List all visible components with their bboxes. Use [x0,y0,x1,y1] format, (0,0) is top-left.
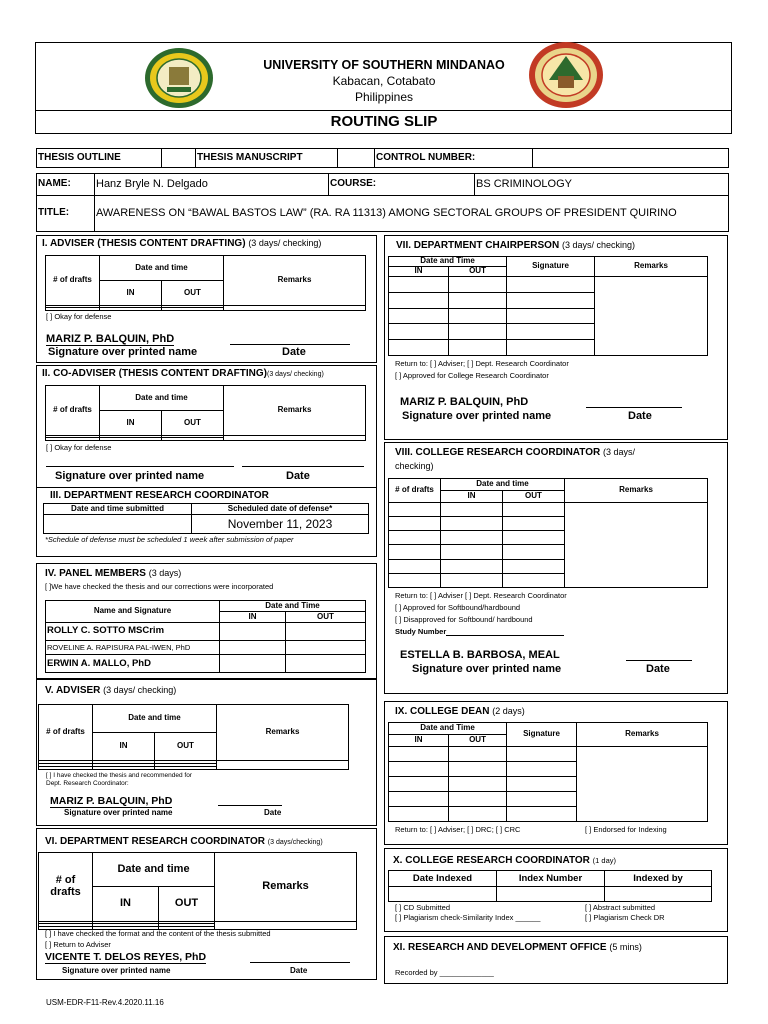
section-viii-sig-caption: Signature over printed name [412,663,562,675]
section-ii-okay[interactable]: [ ] Okay for defense [46,443,112,452]
scheduled-header: Scheduled date of defense* [192,504,369,515]
section-vi-sig-caption: Signature over printed name [62,966,171,975]
section-vi-date-line[interactable] [250,951,350,963]
indexed-by-header: Indexed by [605,871,712,887]
section-vii-date-line[interactable] [586,396,682,408]
panel-member-3[interactable]: ERWIN A. MALLO, PhD [46,655,220,673]
section-ii-date-caption: Date [286,470,310,482]
title-label: TITLE: [37,196,95,232]
control-number-field[interactable] [533,149,729,168]
section-viii-date-caption: Date [646,663,670,675]
section-x-table [388,870,712,902]
section-vii-return[interactable]: Return to: [ ] Adviser; [ ] Dept. Research Coordinator [395,359,569,368]
thesis-title[interactable]: AWARENESS ON “BAWAL BASTOS LAW” (RA. RA 11313) AMONG SECTORAL GROUPS OF PRESIDENT QUIRINO [95,196,729,232]
section-iv-title: IV. PANEL MEMBERS (3 days) [45,568,182,579]
university-city: Kabacan, Cotabato [332,74,436,88]
section-v-checked[interactable]: [ ] I have checked the thesis and recommended for Dept. Research Coordinator: [46,772,192,788]
section-viii-title: VIII. COLLEGE RESEARCH COORDINATOR (3 days/ [395,447,635,458]
section-v-date-caption: Date [264,808,282,817]
panel-member-2[interactable]: ROVELINE A. RAPISURA PAL-IWEN, PhD [46,640,220,654]
section-vi-date-caption: Date [290,966,308,975]
section-i-okay[interactable]: [ ] Okay for defense [46,312,112,321]
out-header: OUT [162,280,224,305]
student-name[interactable]: Hanz Bryle N. Delgado [95,174,329,196]
section-ii-date-line[interactable] [242,455,364,467]
section-i-date-caption: Date [282,346,306,358]
section-vii-table: Date and Time Signature Remarks IN OUT [388,256,708,356]
submitted-header: Date and time submitted [44,504,192,515]
section-viii-return[interactable]: Return to: [ ] Adviser [ ] Dept. Research Coordinator [395,591,567,600]
section-viii-table: # of drafts Date and time Remarks IN OUT [388,478,708,588]
thesis-outline-label: THESIS OUTLINE [37,149,162,168]
section-i-sig-caption: Signature over printed name [48,346,198,358]
section-vi-title: VI. DEPARTMENT RESEARCH COORDINATOR (3 days/checking) [45,836,323,847]
control-number-label: CONTROL NUMBER: [375,149,533,168]
section-v-signatory: MARIZ P. BALQUIN, PhD [50,795,173,807]
name-sig-header: Name and Signature [46,601,220,623]
section-i-table [45,255,366,311]
section-ii-title: II. CO-ADVISER (THESIS CONTENT DRAFTING)(3 days/ checking) [42,368,324,379]
name-label: NAME: [37,174,95,196]
section-i-title: I. ADVISER (THESIS CONTENT DRAFTING) (3 days/ checking) [42,238,322,249]
section-v-sig-caption: Signature over printed name [64,808,173,817]
section-viii-approved[interactable]: [ ] Approved for Softbound/hardbound [395,603,521,612]
section-v-title: V. ADVISER (3 days/ checking) [45,685,177,696]
section-i-signatory: MARIZ P. BALQUIN, PhD [46,333,175,345]
section-ii-sig-caption: Signature over printed name [55,470,205,482]
scheduled-date-value[interactable]: November 11, 2023 [192,515,369,534]
recorded-by-field[interactable]: Recorded by _____________ [395,968,494,977]
section-vi-signatory: VICENTE T. DELOS REYES, PhD [45,951,207,963]
plagiarism-index-check[interactable]: [ ] Plagiarism check-Similarity Index ______ [395,913,541,922]
section-vii-date-caption: Date [628,410,652,422]
panel-members-table: Name and Signature Date and Time IN OUT ROLLY C. SOTTO MSCrim ROVELINE A. RAPISURA PAL-IWEN, PhD ERWIN A. MALLO, PhD [45,600,366,673]
section-vi-table: # of drafts Date and time Remarks IN OUT [38,852,357,930]
section-xi-title: XI. RESEARCH AND DEVELOPMENT OFFICE (5 mins) [393,942,642,953]
panel-member-1[interactable]: ROLLY C. SOTTO MSCrim [46,623,220,641]
date-time-header: Date and time [100,256,224,281]
section-x-title: X. COLLEGE RESEARCH COORDINATOR (1 day) [393,855,616,866]
section-ix-return[interactable]: Return to: [ ] Adviser; [ ] DRC; [ ] CRC [395,825,521,834]
section-viii-date-line[interactable] [626,649,692,661]
form-title: ROUTING SLIP [330,113,438,130]
study-number-label: Study Number [395,627,447,636]
section-viii-signatory: ESTELLA B. BARBOSA, MEAL [400,649,560,661]
section-ix-table: Date and Time Signature Remarks IN OUT [388,722,708,822]
section-viii-disapproved[interactable]: [ ] Disapproved for Softbound/ hardbound [395,615,533,624]
cd-submitted-check[interactable]: [ ] CD Submitted [395,903,451,912]
section-iv-checked[interactable]: [ ]We have checked the thesis and our corrections were incorporated [45,582,274,591]
section-ix-endorsed[interactable]: [ ] Endorsed for Indexing [585,825,667,834]
section-iii-table [43,503,369,534]
section-iii-footnote: *Schedule of defense must be scheduled 1 week after submission of paper [45,535,294,544]
course-label: COURSE: [329,174,475,196]
section-ii-signature-line[interactable] [46,455,234,467]
section-viii-note2: checking) [395,461,434,471]
thesis-type-row [36,148,729,168]
section-i-date-line[interactable] [230,333,350,345]
in-header: IN [100,280,162,305]
remarks-header: Remarks [224,256,366,306]
section-v-table: # of drafts Date and time Remarks IN OUT [38,704,349,770]
drafts-header: # of drafts [46,256,100,306]
thesis-manuscript-checkbox[interactable] [338,149,375,168]
header-divider [35,110,732,111]
form-code: USM-EDR-F11-Rev.4.2020.11.16 [46,998,164,1007]
section-vii-sig-caption: Signature over printed name [402,410,552,422]
student-info-table [36,173,729,232]
thesis-outline-checkbox[interactable] [162,149,196,168]
date-indexed-header: Date Indexed [389,871,497,887]
section-vii-approved[interactable]: [ ] Approved for College Research Coordinator [395,371,549,380]
course-value[interactable]: BS CRIMINOLOGY [475,174,729,196]
section-vi-check-format[interactable]: [ ] I have checked the format and the content of the thesis submitted [45,929,271,938]
plagiarism-dr-check[interactable]: [ ] Plagiarism Check DR [585,913,665,922]
section-vii-title: VII. DEPARTMENT CHAIRPERSON (3 days/ checking) [396,240,635,251]
thesis-manuscript-label: THESIS MANUSCRIPT [196,149,338,168]
section-vi-return-adviser[interactable]: [ ] Return to Adviser [45,940,111,949]
submitted-date-field[interactable] [44,515,192,534]
index-number-header: Index Number [497,871,605,887]
section-ix-title: IX. COLLEGE DEAN (2 days) [395,706,525,717]
study-number-field[interactable] [446,627,564,636]
section-ii-table: # of drafts Date and time Remarks IN OUT [45,385,366,441]
university-name: UNIVERSITY OF SOUTHERN MINDANAO [263,58,505,72]
section-iii-title: III. DEPARTMENT RESEARCH COORDINATOR [50,490,269,501]
abstract-submitted-check[interactable]: [ ] Abstract submitted [585,903,656,912]
section-vii-signatory: MARIZ P. BALQUIN, PhD [400,396,529,408]
university-country: Philippines [354,90,414,104]
section-v-date-line[interactable] [218,795,282,806]
